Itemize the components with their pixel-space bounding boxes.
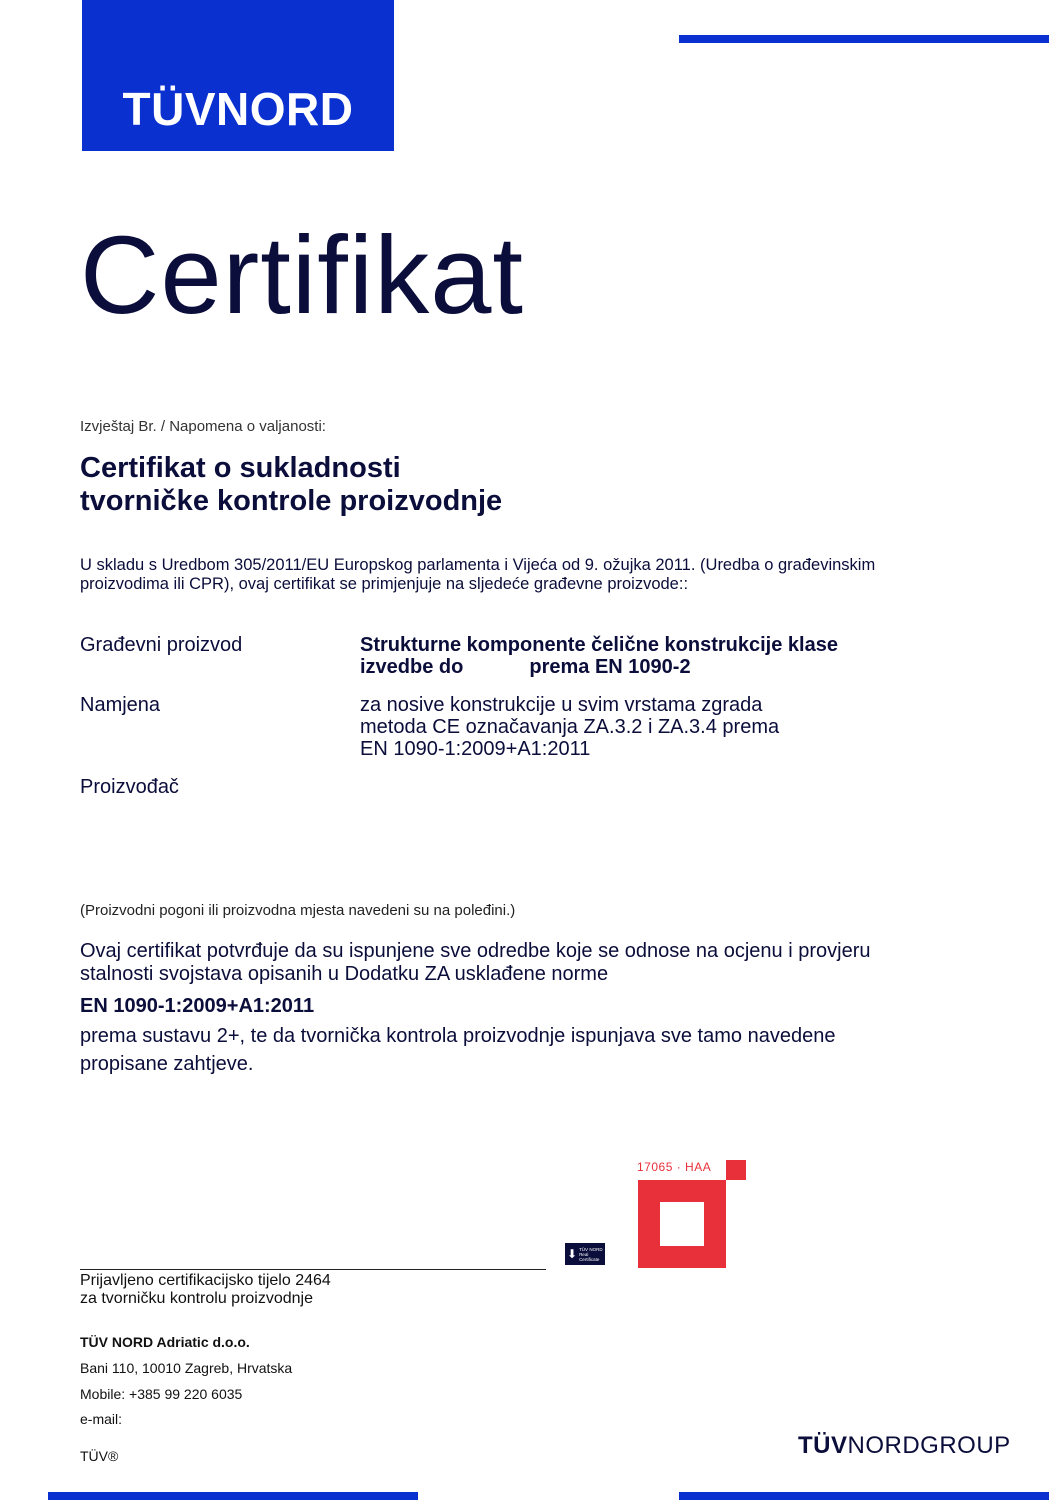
harmonized-standard: EN 1090-1:2009+A1:2011: [80, 995, 315, 1017]
trademark-text: TÜV®: [80, 1448, 119, 1464]
system-line2: propisane zahtjeve.: [80, 1053, 254, 1075]
tuv-nord-logo: [82, 0, 394, 151]
group-logo-bold: TÜV: [798, 1432, 848, 1459]
company-name: TÜV NORD Adriatic d.o.o.: [80, 1334, 250, 1350]
company-email: e-mail:: [80, 1411, 123, 1427]
mark-side-number: 3235: [712, 1216, 726, 1243]
top-right-bar: [679, 35, 1049, 43]
mark-code-text: 17065 · HAA: [637, 1160, 712, 1174]
intro-paragraph: [80, 556, 1000, 594]
intro-line2: proizvodima ili CPR), ovaj certifikat se primjenjuje na sljedeće građevne proizvode::: [80, 575, 689, 593]
purpose-line3: EN 1090-1:2009+A1:2011: [360, 738, 591, 760]
product-label: Građevni proizvod: [80, 634, 243, 656]
bottom-left-bar: [48, 1492, 418, 1500]
product-line2: [360, 656, 1000, 678]
badge-text: [579, 1247, 603, 1262]
logo-light-text: NORD: [216, 83, 354, 135]
badge-line1: TÜV NORD: [579, 1246, 603, 1252]
group-logo-mid: NORD: [847, 1432, 921, 1459]
report-number-label: Izvještaj Br. / Napomena o valjanosti:: [80, 418, 326, 435]
company-address: Bani 110, 10010 Zagreb, Hrvatska: [80, 1360, 293, 1376]
manufacturer-label: Proizvođač: [80, 776, 179, 798]
logo-bold-text: TÜV: [122, 83, 217, 135]
product-line1: Strukturne komponente čelične konstrukcije klase: [360, 634, 838, 656]
purpose-value: [360, 694, 1000, 760]
system-line1: prema sustavu 2+, te da tvornička kontrola proizvodnje ispunjava sve tamo navedene: [80, 1025, 836, 1047]
purpose-label: Namjena: [80, 694, 161, 716]
bottom-right-bar: [679, 1492, 1049, 1500]
notified-body-text: [80, 1272, 331, 1308]
company-mobile: Mobile: +385 99 220 6035: [80, 1386, 243, 1402]
confirm-line2: stalnosti svojstava opisanih u Dodatku ZA usklađene norme: [80, 963, 609, 985]
signature-line: [80, 1269, 546, 1270]
confirm-line1: Ovaj certifikat potvrđuje da su ispunjene sve odredbe koje se odnose na ocjenu i provjeru: [80, 940, 871, 962]
product-line2-part2: prema EN 1090-2: [529, 656, 691, 678]
tuv-nord-group-logo: [798, 1432, 1011, 1460]
download-arrow-icon: ⬇: [567, 1247, 578, 1261]
product-value: [360, 634, 1000, 678]
notified-line2: za tvorničku kontrolu proizvodnje: [80, 1290, 314, 1307]
production-sites-note: (Proizvodni pogoni ili proizvodna mjesta navedeni su na poleđini.): [80, 902, 516, 919]
notified-line1: Prijavljeno certifikacijsko tijelo 2464: [80, 1272, 331, 1289]
certificate-heading: [80, 452, 502, 518]
badge-line3: Certificate: [579, 1256, 600, 1262]
product-line2-part1: izvedbe do: [360, 656, 464, 678]
intro-line1: U skladu s Uredbom 305/2011/EU Europskog parlamenta i Vijeća od 9. ožujka 2011. (Uredba o građevinskim: [80, 556, 876, 574]
group-logo-light: GROUP: [920, 1432, 1011, 1459]
confirmation-paragraph: [80, 940, 1010, 986]
certification-mark-icon: [636, 1158, 748, 1271]
certificate-heading-line1: Certifikat o sukladnosti: [80, 452, 401, 484]
purpose-line2: metoda CE označavanja ZA.3.2 i ZA.3.4 prema: [360, 716, 780, 738]
real-certificate-badge: [565, 1243, 605, 1265]
logo-wordmark: [82, 82, 394, 136]
system-paragraph: [80, 1022, 1010, 1078]
badge-line2: Real: [579, 1251, 589, 1257]
purpose-line1: za nosive konstrukcije u svim vrstama zgrada: [360, 694, 763, 716]
page-title: Certifikat: [80, 214, 524, 337]
certificate-heading-line2: tvorničke kontrole proizvodnje: [80, 485, 503, 517]
